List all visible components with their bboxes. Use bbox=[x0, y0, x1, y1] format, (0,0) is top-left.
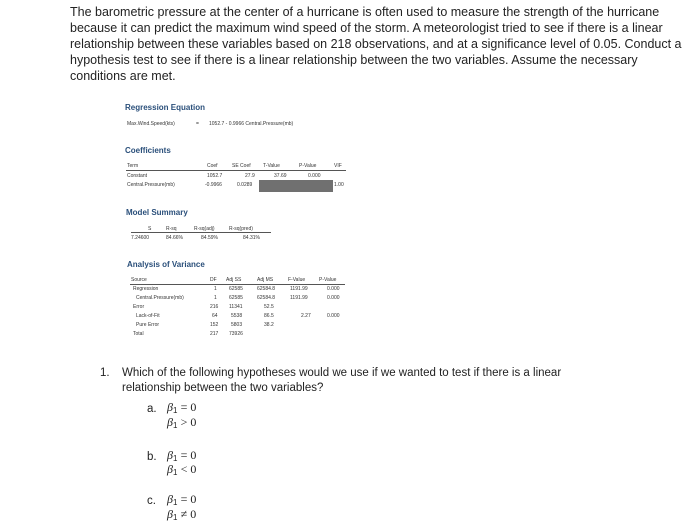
question-number: 1. bbox=[100, 367, 110, 379]
anova-row-df: 217 bbox=[210, 331, 219, 337]
anova-header-source: Source bbox=[131, 277, 147, 283]
anova-row-p: 0.000 bbox=[327, 295, 340, 301]
vif-highlight-bar bbox=[259, 180, 333, 192]
problem-intro: The barometric pressure at the center of a hurricane is often used to measure the strength of the hurricane because it can predict the maximum wind speed of the storm. A meteorologist tried to see if there is a linear relationship between these variables based on 218 observations, and at a significance level of 0.05. Conduct a hypothesis test to see if there is a linear relationship between the two variables. Assume the necessary conditions are met. bbox=[70, 5, 682, 83]
anova-title: Analysis of Variance bbox=[127, 260, 205, 269]
hypothesis-relation: ≠ 0 bbox=[180, 507, 197, 521]
anova-row-adjss: 62585 bbox=[229, 295, 243, 301]
anova-row-df: 1 bbox=[214, 295, 217, 301]
coef-row-vif: 1.00 bbox=[334, 182, 344, 188]
option-a-alt-hypothesis bbox=[167, 415, 196, 433]
coef-row-coef: 1052.7 bbox=[207, 173, 223, 179]
model-summary-header-s: S bbox=[148, 226, 152, 232]
hypothesis-relation: = 0 bbox=[180, 400, 197, 414]
anova-rule bbox=[130, 284, 345, 285]
beta-subscript: 1 bbox=[172, 406, 178, 415]
model-summary-header-rsq: R-sq bbox=[166, 226, 177, 232]
anova-row-p: 0.000 bbox=[327, 313, 340, 319]
anova-row-source: Total bbox=[133, 331, 144, 337]
anova-row-source: Regression bbox=[133, 286, 159, 292]
option-label: b. bbox=[147, 451, 157, 463]
model-summary-header-rsqadj: R-sq(adj) bbox=[194, 226, 215, 232]
anova-row-f: 2.27 bbox=[301, 313, 311, 319]
anova-header-df: DF bbox=[210, 277, 217, 283]
model-summary-s: 7.24600 bbox=[131, 235, 150, 241]
coef-header-term: Term bbox=[127, 163, 139, 169]
beta-subscript: 1 bbox=[172, 454, 178, 463]
coef-row-term: Central.Pressure(mb) bbox=[127, 182, 175, 188]
coef-row-coef: -0.9966 bbox=[205, 182, 222, 188]
anova-row-p: 0.000 bbox=[327, 286, 340, 292]
coef-header-se: SE Coef bbox=[232, 163, 251, 169]
hypothesis-relation: < 0 bbox=[180, 462, 197, 476]
anova-row-df: 64 bbox=[212, 313, 218, 319]
anova-header-adjss: Adj SS bbox=[226, 277, 242, 283]
option-b-alt-hypothesis bbox=[167, 462, 196, 480]
anova-row-df: 1 bbox=[214, 286, 217, 292]
anova-row-f: 1191.99 bbox=[290, 295, 308, 301]
beta-subscript: 1 bbox=[172, 513, 178, 522]
option-label: a. bbox=[147, 403, 157, 415]
model-summary-rsqpred: 84.31% bbox=[243, 235, 260, 241]
anova-row-adjss: 11341 bbox=[229, 304, 243, 310]
anova-row-source: Lack-of-Fit bbox=[136, 313, 160, 319]
anova-row-source: Pure Error bbox=[136, 322, 160, 328]
anova-header-adjms: Adj MS bbox=[257, 277, 274, 283]
coef-row-term: Constant bbox=[127, 173, 148, 179]
anova-header-f: F-Value bbox=[288, 277, 306, 283]
regression-equation-lhs: Max.Wind.Speed(kts) bbox=[127, 121, 175, 127]
anova-row-adjms: 62584.8 bbox=[257, 295, 276, 301]
anova-row-f: 1191.99 bbox=[290, 286, 308, 292]
model-summary-rsq: 84.66% bbox=[166, 235, 183, 241]
model-summary-header-rsqpred: R-sq(pred) bbox=[229, 226, 253, 232]
model-summary-rsqadj: 84.59% bbox=[201, 235, 218, 241]
option-label: c. bbox=[147, 495, 156, 507]
regression-equation-equals: = bbox=[196, 121, 199, 127]
beta-symbol: β bbox=[167, 400, 173, 414]
anova-row-adjms: 52.5 bbox=[264, 304, 274, 310]
anova-row-df: 152 bbox=[210, 322, 219, 328]
anova-row-source: Error bbox=[133, 304, 145, 310]
coefficients-title: Coefficients bbox=[125, 146, 171, 155]
anova-row-adjms: 62584.8 bbox=[257, 286, 276, 292]
anova-row-adjss: 73926 bbox=[229, 331, 243, 337]
beta-symbol: β bbox=[167, 507, 173, 521]
model-summary-title: Model Summary bbox=[126, 208, 188, 217]
coef-header-t: T-Value bbox=[263, 163, 280, 169]
beta-subscript: 1 bbox=[172, 421, 178, 430]
anova-row-adjss: 5803 bbox=[231, 322, 243, 328]
anova-row-source: Central.Pressure(mb) bbox=[136, 295, 184, 301]
beta-symbol: β bbox=[167, 448, 173, 462]
coef-row-se: 27.9 bbox=[245, 173, 255, 179]
model-summary-rule bbox=[131, 232, 271, 233]
anova-row-adjms: 38.2 bbox=[264, 322, 274, 328]
coef-row-p: 0.000 bbox=[308, 173, 321, 179]
coefficients-rule bbox=[126, 170, 346, 171]
beta-subscript: 1 bbox=[172, 468, 178, 477]
coef-row-se: 0.0289 bbox=[237, 182, 253, 188]
anova-row-adjms: 86.5 bbox=[264, 313, 274, 319]
beta-symbol: β bbox=[167, 415, 173, 429]
anova-row-adjss: 5538 bbox=[231, 313, 243, 319]
hypothesis-relation: > 0 bbox=[180, 415, 197, 429]
hypothesis-relation: = 0 bbox=[180, 448, 197, 462]
question-text: Which of the following hypotheses would we use if we wanted to test if there is a linear relationship between the two variables? bbox=[122, 367, 562, 394]
beta-symbol: β bbox=[167, 492, 173, 506]
coef-header-p: P-Value bbox=[299, 163, 317, 169]
hypothesis-relation: = 0 bbox=[180, 492, 197, 506]
coef-header-vif: VIF bbox=[334, 163, 342, 169]
coef-row-t: 37.69 bbox=[274, 173, 287, 179]
beta-symbol: β bbox=[167, 462, 173, 476]
regression-equation-title: Regression Equation bbox=[125, 103, 206, 112]
anova-row-adjss: 62585 bbox=[229, 286, 243, 292]
anova-row-df: 216 bbox=[210, 304, 219, 310]
regression-equation-rhs: 1052.7 - 0.9966 Central.Pressure(mb) bbox=[209, 121, 294, 127]
coef-header-coef: Coef bbox=[207, 163, 218, 169]
option-c-alt-hypothesis bbox=[167, 507, 196, 525]
beta-subscript: 1 bbox=[172, 498, 178, 507]
anova-header-p: P-Value bbox=[319, 277, 337, 283]
